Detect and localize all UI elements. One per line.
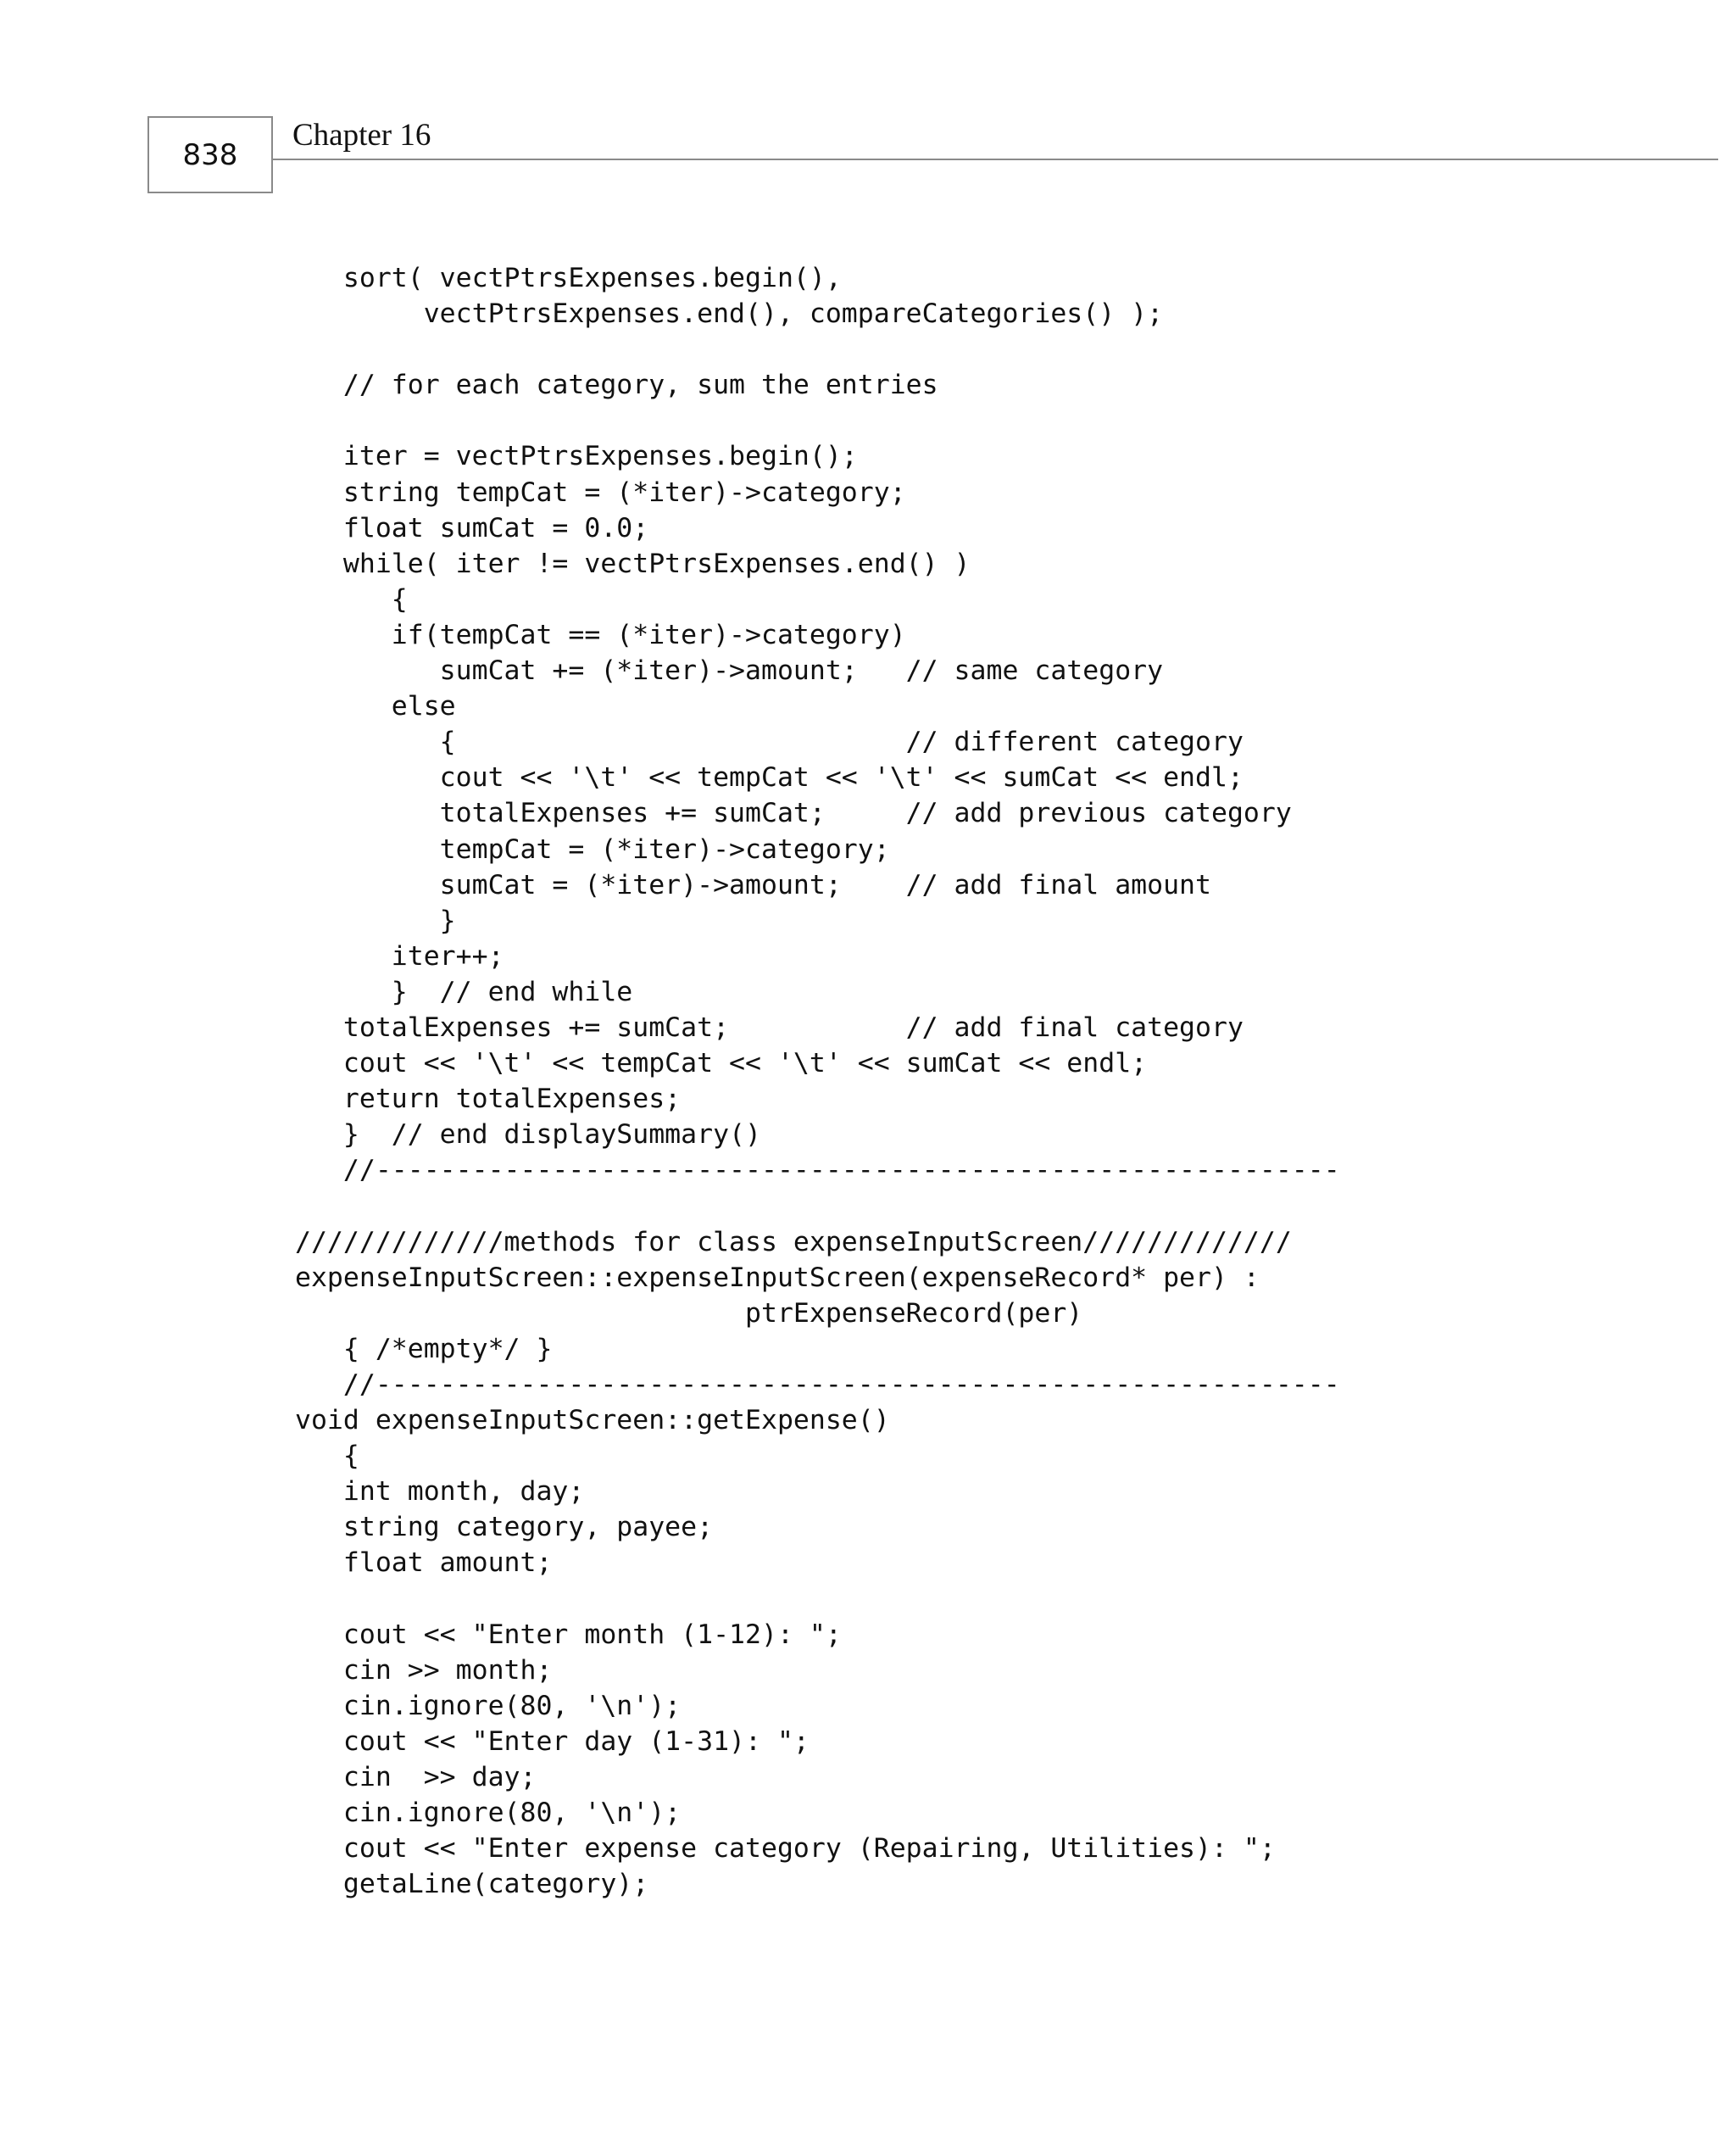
code-line: float sumCat = 0.0; (295, 512, 649, 543)
code-line: } (295, 905, 456, 936)
code-line (295, 1580, 1340, 1616)
code-line: while( iter != vectPtrsExpenses.end() ) (295, 548, 971, 579)
code-line: // for each category, sum the entries (295, 370, 938, 401)
code-line: iter = vectPtrsExpenses.begin(); (295, 441, 858, 472)
header-rule (273, 159, 1718, 160)
code-line: /////////////methods for class expenseInputScreen///////////// (295, 1226, 1292, 1257)
code-line: float amount; (295, 1547, 553, 1579)
code-line: else (295, 691, 456, 722)
page-number: 838 (182, 137, 238, 172)
code-line: int month, day; (295, 1476, 585, 1508)
code-line: return totalExpenses; (295, 1084, 682, 1115)
code-line: if(tempCat == (*iter)->category) (295, 619, 906, 650)
code-line: expenseInputScreen::expenseInputScreen(expenseRecord* per) : (295, 1262, 1260, 1293)
code-line: ptrExpenseRecord(per) (295, 1297, 1083, 1329)
page-number-box (147, 116, 273, 193)
code-line: getaLine(category); (295, 1869, 649, 1900)
code-line: iter++; (295, 940, 504, 972)
code-line (295, 1188, 1340, 1223)
code-line: cout << "Enter month (1-12): "; (295, 1619, 842, 1650)
code-line: sumCat += (*iter)->amount; // same category (295, 655, 1164, 687)
code-line: void expenseInputScreen::getExpense() (295, 1405, 890, 1435)
code-line: cin.ignore(80, '\n'); (295, 1690, 682, 1721)
code-line: sumCat = (*iter)->amount; // add final amount (295, 869, 1211, 900)
code-line (295, 403, 1340, 438)
code-line (295, 332, 1340, 367)
code-line: cout << '\t' << tempCat << '\t' << sumCat << endl; (295, 762, 1244, 794)
code-line: //------------------------------------------------------------ (295, 1368, 1340, 1400)
code-line: { (295, 1441, 359, 1472)
code-line: vectPtrsExpenses.end(), compareCategories() ); (295, 298, 1164, 330)
code-line: } // end displaySummary() (295, 1119, 761, 1151)
code-line: cout << '\t' << tempCat << '\t' << sumCat << endl; (295, 1048, 1148, 1079)
code-line: string category, payee; (295, 1512, 714, 1543)
code-line: string tempCat = (*iter)->category; (295, 477, 906, 508)
code-line: cin >> day; (295, 1761, 537, 1792)
code-line: cout << "Enter expense category (Repairing, Utilities): "; (295, 1833, 1276, 1865)
code-line: { // different category (295, 727, 1244, 758)
code-line: { /*empty*/ } (295, 1333, 553, 1364)
code-line: //------------------------------------------------------------ (295, 1155, 1340, 1186)
code-line: cin >> month; (295, 1654, 553, 1686)
chapter-title: Chapter 16 (292, 118, 431, 153)
code-line: cin.ignore(80, '\n'); (295, 1798, 682, 1829)
code-listing (295, 260, 1340, 1902)
code-line: tempCat = (*iter)->category; (295, 833, 890, 865)
code-line: { (295, 583, 408, 615)
code-line: totalExpenses += sumCat; // add previous category (295, 798, 1292, 829)
code-line: totalExpenses += sumCat; // add final category (295, 1012, 1244, 1043)
code-line: sort( vectPtrsExpenses.begin(), (295, 263, 842, 293)
code-line: } // end while (295, 976, 633, 1007)
code-line: cout << "Enter day (1-31): "; (295, 1725, 810, 1757)
